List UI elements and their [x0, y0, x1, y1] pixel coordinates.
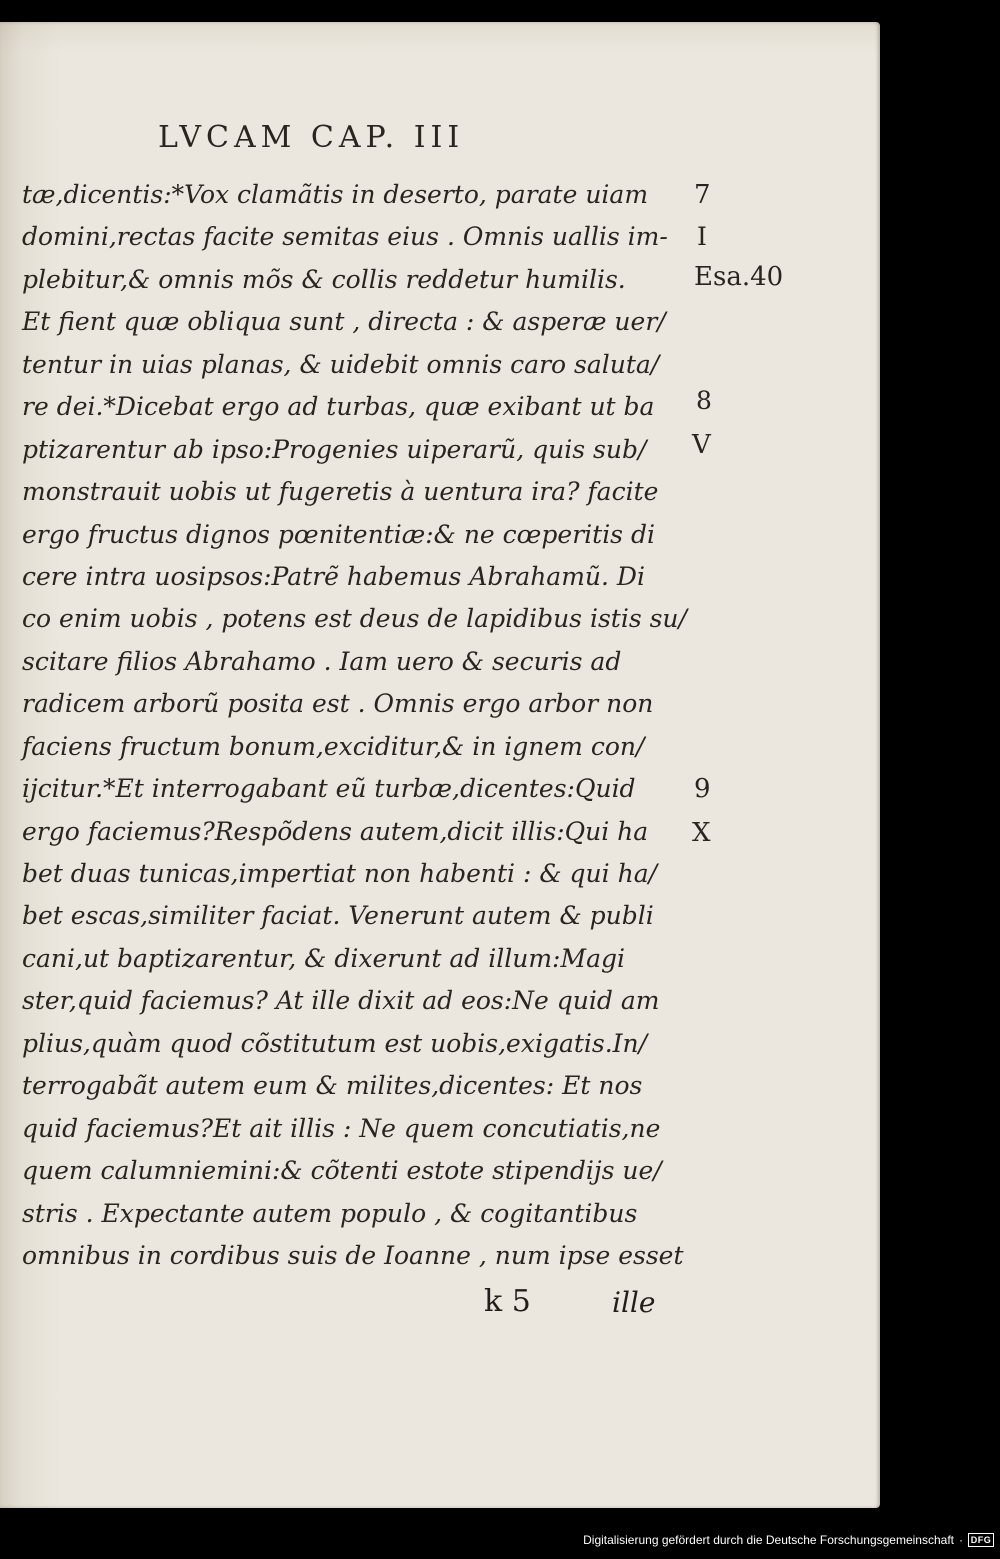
- text-line: quid faciemus?Et ait illis : Ne quem concutiatis,ne: [22, 1113, 661, 1143]
- margin-section-letter: X: [692, 818, 711, 848]
- text-line: ptizarentur ab ipso:Progenies uiperarũ, quis sub/: [22, 434, 647, 464]
- text-line: cani,ut baptizarentur, & dixerunt ad illum:Magi: [22, 943, 625, 973]
- text-line: plius,quàm quod cõstitutum est uobis,exigatis.In/: [22, 1028, 648, 1058]
- text-line: ergo faciemus?Respõdens autem,dicit illis:Qui ha: [22, 816, 649, 846]
- text-line: radicem arborũ posita est . Omnis ergo arbor non: [22, 689, 654, 719]
- text-line: quem calumniemini:& cõtenti estote stipendijs ue/: [22, 1156, 662, 1186]
- text-line: co enim uobis , potens est deus de lapidibus istis su/: [22, 604, 687, 634]
- digitization-credit: [583, 1529, 994, 1551]
- text-line: plebitur,& omnis mõs & collis reddetur humilis.: [22, 264, 626, 294]
- margin-section-letter: I: [697, 222, 707, 251]
- margin-verse-number: 9: [694, 774, 711, 804]
- margin-verse-number: 8: [696, 386, 712, 415]
- text-line: Et fient quæ obliqua sunt , directa : & asperæ uer/: [22, 307, 666, 337]
- text-line: ijcitur.*Et interrogabant eũ turbæ,dicentes:Quid: [22, 774, 636, 804]
- dfg-logo-icon: DFG: [968, 1533, 994, 1547]
- text-line: ster,quid faciemus? At ille dixit ad eos:Ne quid am: [22, 986, 660, 1016]
- margin-verse-number: 7: [694, 180, 711, 210]
- text-line: tentur in uias planas, & uidebit omnis caro saluta/: [22, 349, 660, 379]
- margin-cross-reference: Esa.40: [694, 262, 784, 292]
- text-line: stris . Expectante autem populo , & cogitantibus: [22, 1198, 638, 1228]
- text-line: terrogabãt autem eum & milites,dicentes: Et nos: [22, 1071, 643, 1101]
- text-line: faciens fructum bonum,exciditur,& in ignem con/: [22, 731, 645, 761]
- credit-text: Digitalisierung gefördert durch die Deutsche Forschungsgemeinschaft: [583, 1533, 954, 1547]
- text-line: omnibus in cordibus suis de Ioanne , num ipse esset: [22, 1240, 684, 1270]
- text-line: monstrauit uobis ut fugeretis à uentura ira? facite: [22, 477, 659, 507]
- credit-separator: ·: [959, 1533, 963, 1547]
- text-line: bet duas tunicas,impertiat non habenti : & qui ha/: [22, 859, 658, 888]
- signature-mark: k 5: [484, 1284, 531, 1319]
- text-line: tæ,dicentis:*Vox clamãtis in deserto, parate uiam: [22, 180, 649, 209]
- text-line: ergo fructus dignos pœnitentiæ:& ne cœperitis di: [22, 519, 655, 549]
- text-line: scitare filios Abrahamo . Iam uero & securis ad: [22, 646, 622, 676]
- text-line: cere intra uosipsos:Patrẽ habemus Abrahamũ. Di: [22, 561, 645, 591]
- book-page: [0, 22, 880, 1508]
- margin-section-letter: V: [692, 430, 711, 460]
- running-head: LVCAM CAP. III: [158, 120, 465, 155]
- text-line: domini,rectas facite semitas eius . Omnis uallis im-: [22, 222, 668, 252]
- text-block: [22, 174, 687, 1277]
- catchword: ille: [612, 1286, 656, 1319]
- text-line: bet escas,similiter faciat. Venerunt autem & publi: [22, 901, 654, 931]
- text-line: re dei.*Dicebat ergo ad turbas, quæ exibant ut ba: [22, 392, 655, 422]
